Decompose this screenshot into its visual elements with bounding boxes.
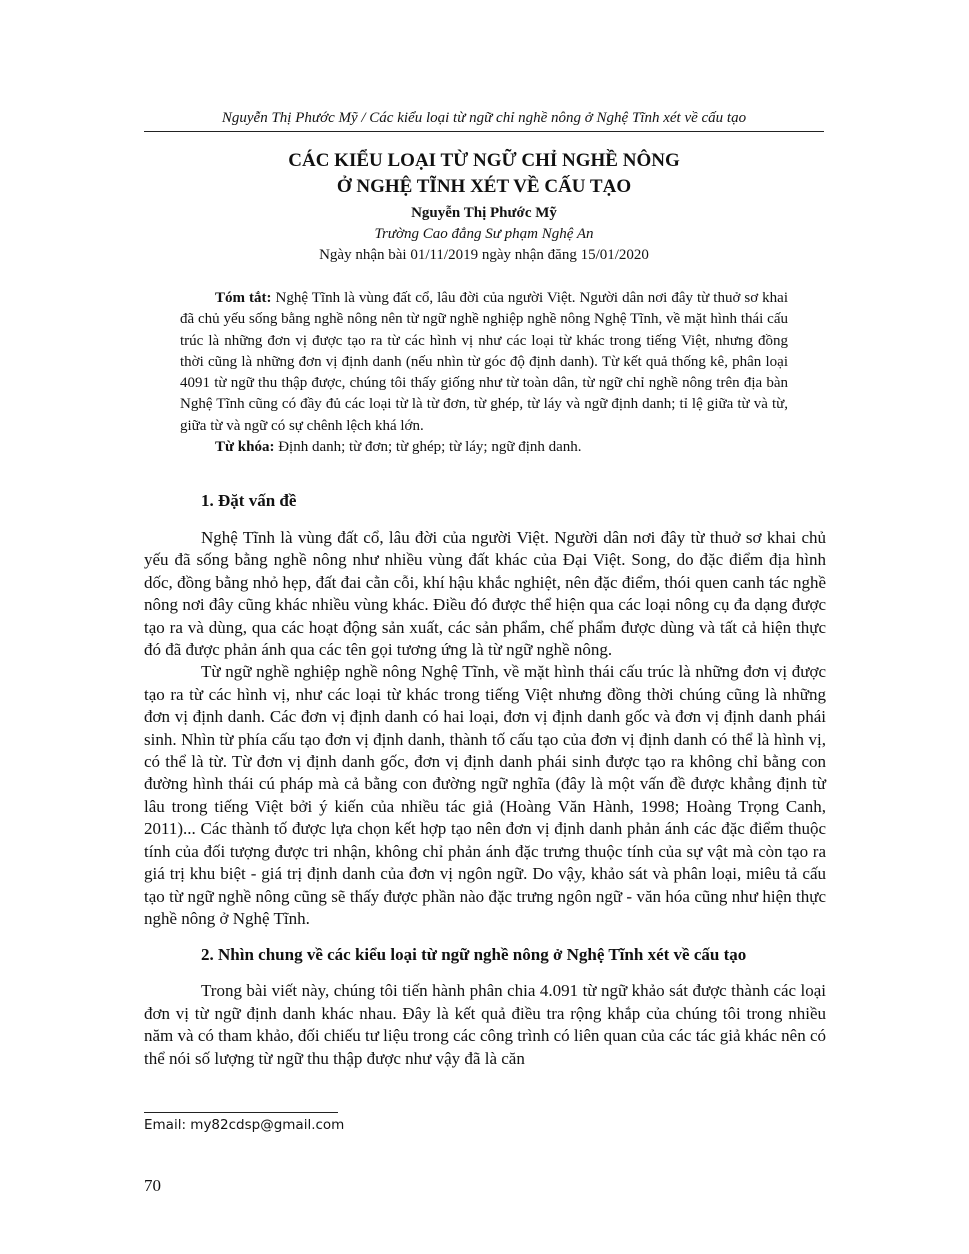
author-affiliation: Trường Cao đẳng Sư phạm Nghệ An	[374, 226, 594, 242]
abstract	[180, 288, 788, 458]
keywords-text: Định danh; từ đơn; từ ghép; từ láy; ngữ định danh.	[278, 439, 582, 456]
article-title	[144, 148, 824, 200]
article-meta	[144, 203, 824, 266]
title-line-2: Ở NGHỆ TĨNH XÉT VỀ CẤU TẠO	[336, 176, 632, 197]
author-name: Nguyễn Thị Phước Mỹ	[411, 205, 557, 221]
abstract-text: Nghệ Tĩnh là vùng đất cổ, lâu đời của người Việt. Người dân nơi đây từ thuở sơ khai đã chủ yếu sống bằng nghề nông nên từ ngữ nghề nghiệp nghề nông Nghệ Tĩnh, về mặt hình thái cấu trúc là những đơn vị được tạo ra từ các hình vị như các loại từ khác trong tiếng Việt, nhưng đồng thời cũng là những đơn vị định danh (nếu nhìn từ góc độ định danh). Từ kết quả thống kê, phân loại 4091 từ ngữ thu thập được, chúng tôi thấy giống như từ toàn dân, từ ngữ chỉ nghề nông trên địa bàn Nghệ Tĩnh cũng có đầy đủ các loại từ là từ đơn, từ ghép, từ láy và ngữ định danh; tỉ lệ giữa từ và từ, giữa từ và ngữ có sự chênh lệch khá lớn.	[180, 290, 789, 434]
section-1-heading: 1. Đặt vấn đề	[201, 491, 297, 510]
abstract-label: Tóm tắt:	[215, 290, 272, 306]
page-number: 70	[144, 1176, 161, 1195]
section-1-paragraph-2: Từ ngữ nghề nghiệp nghề nông Nghệ Tĩnh, về mặt hình thái cấu trúc là những đơn vị được tạo ra từ các hình vị, như các loại từ khác trong tiếng Việt nhưng đồng thời chúng cũng là những đơn vị định danh. Các đơn vị định danh có hai loại, đơn vị định danh gốc và đơn vị định danh phái sinh. Nhìn từ phía cấu tạo đơn vị định danh, thành tố cấu tạo của đơn vị định danh có thể là hình vị, có thể là từ. Từ đơn vị định danh gốc, đơn vị định danh phái sinh được tạo ra không chỉ bằng con đường hình thái cú pháp mà cả bằng con đường ngữ nghĩa (đây là một vấn đề được khẳng định từ lâu trong tiếng Việt bởi ý kiến của nhiều tác giả (Hoàng Văn Hành, 1998; Hoàng Trọng Canh, 2011)... Các thành tố được lựa chọn kết hợp tạo nên đơn vị định danh phản ánh các đặc điểm thuộc tính của đối tượng được tri nhận, không chỉ phản ánh đặc trưng thuộc tính của sự vật mà còn tạo ra giá trị khu biệt - giá trị định danh của đơn vị ngôn ngữ. Do vậy, khảo sát và phân loại, miêu tả cấu tạo từ ngữ nghề nông cũng sẽ thấy được phần nào đặc trưng ngôn ngữ - văn hóa cũng như hiện thực nghề nông ở Nghệ Tĩnh.	[144, 662, 826, 928]
footnote-email: Email: my82cdsp@gmail.com	[144, 1117, 345, 1133]
running-head: Nguyễn Thị Phước Mỹ / Các kiểu loại từ ngữ chỉ nghề nông ở Nghệ Tĩnh xét về cấu tạo	[221, 110, 747, 126]
abstract-paragraph	[180, 288, 788, 437]
section-2-paragraph-1: Trong bài viết này, chúng tôi tiến hành phân chia 4.091 từ ngữ khảo sát được thành các loại đơn vị từ ngữ định danh khác nhau. Đây là kết quả điều tra rộng khắp của chúng tôi trong nhiều năm và có tham khảo, đối chiếu tư liệu trong các công trình có liên quan của các tác giả khác nên có thể nói số lượng từ ngữ thu thập được như vậy đã là căn	[144, 981, 826, 1068]
title-line-1: CÁC KIỂU LOẠI TỪ NGỮ CHỈ NGHỀ NÔNG	[288, 150, 680, 171]
header-rule	[144, 131, 824, 132]
keywords-label: Từ khóa:	[215, 439, 275, 456]
submission-dates: Ngày nhận bài 01/11/2019 ngày nhận đăng 15/01/2020	[319, 247, 649, 263]
article-body	[144, 490, 826, 1070]
section-1-paragraph-1: Nghệ Tĩnh là vùng đất cổ, lâu đời của người Việt. Người dân nơi đây từ thuở sơ khai chủ yếu đã sống bằng nghề nông như nhiều vùng đất khác của Đại Việt. Song, do đặc điểm địa hình dốc, đồng bằng nhỏ hẹp, đất đai cằn cỗi, khí hậu khắc nghiệt, nên đặc điểm, thói quen canh tác nghề nông nơi đây cũng khác nhiều vùng khác. Điều đó được thể hiện qua các loại nông cụ đa dạng được tạo ra và dùng, qua các hoạt động sản xuất, các sản phẩm, chế phẩm được dùng và tất cả hiện thực đó đã được phản ánh qua các tên gọi tương ứng là từ ngữ nghề nông.	[144, 528, 826, 660]
footnote-rule	[144, 1112, 338, 1113]
section-2-heading: 2. Nhìn chung về các kiểu loại từ ngữ nghề nông ở Nghệ Tĩnh xét về cấu tạo	[201, 945, 747, 965]
keywords-paragraph	[180, 437, 788, 458]
